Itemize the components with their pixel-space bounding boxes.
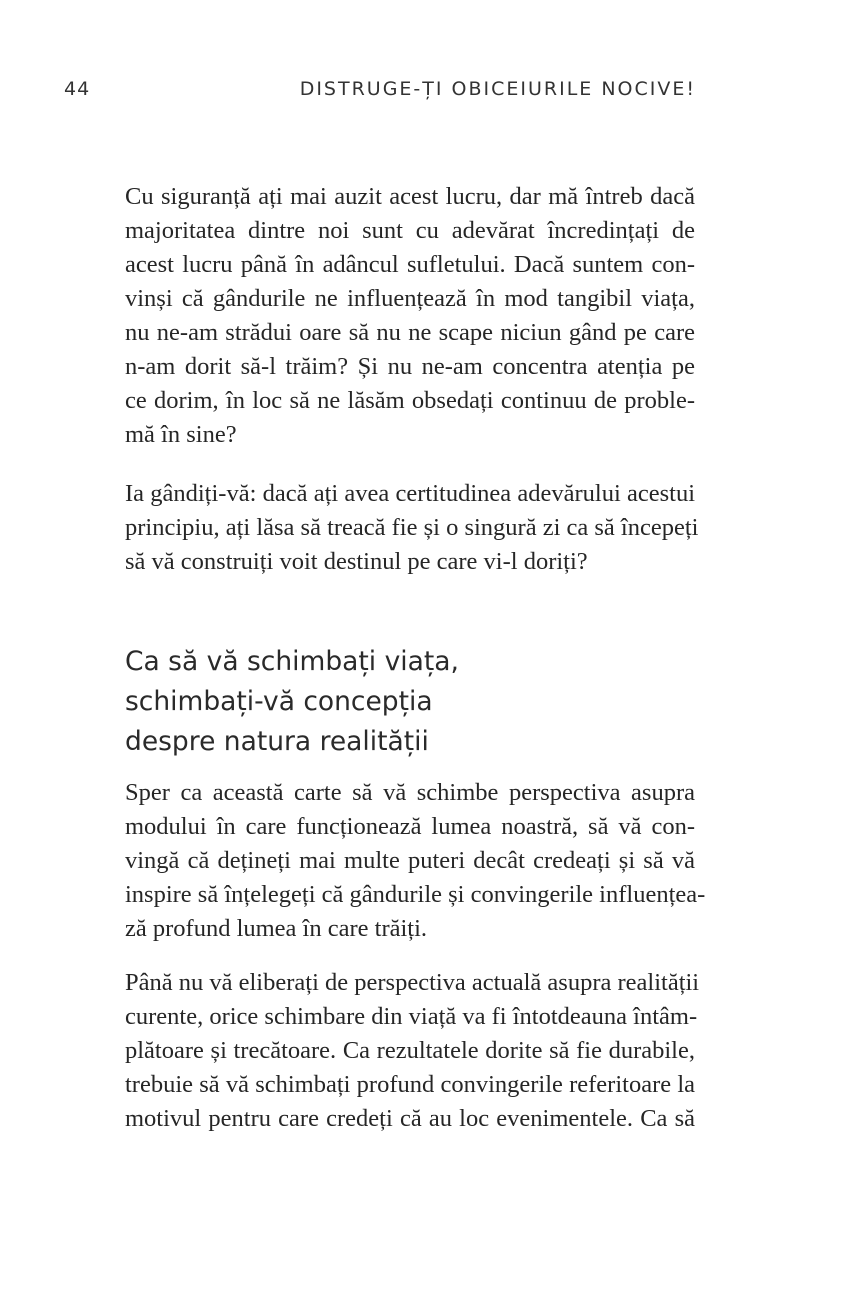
paragraph-line: Până nu vă eliberați de perspectiva actuală asupra realității [125, 969, 700, 996]
paragraph-hope [125, 776, 706, 946]
paragraph-line: ce dorim, în loc să ne lăsăm obsedați continuu de proble- [125, 387, 695, 414]
paragraph-line: vinși că gândurile ne influențează în mod tangibil viața, [125, 285, 695, 312]
paragraph-question [125, 477, 699, 579]
paragraph-text [125, 180, 695, 452]
paragraph-line: trebuie să vă schimbați profund convingerile referitoare la [125, 1071, 695, 1098]
paragraph-line: majoritatea dintre noi sunt cu adevărat încredințați de [125, 217, 695, 244]
paragraph-line: Ia gândiți-vă: dacă ați avea certitudinea adevărului acestui [125, 480, 695, 507]
paragraph-line: Sper ca această carte să vă schimbe perspectiva asupra [125, 779, 695, 806]
paragraph-line: mă în sine? [125, 421, 237, 448]
paragraph-text [125, 477, 699, 579]
paragraph-perspective [125, 966, 700, 1136]
page-number: 44 [64, 78, 91, 100]
section-heading [125, 642, 705, 762]
paragraph-line: să vă construiți voit destinul pe care vi-l doriți? [125, 548, 588, 575]
paragraph-text [125, 776, 706, 946]
section-heading-line: schimbați-vă concepția [125, 686, 433, 717]
running-header [64, 74, 696, 104]
paragraph-line: plătoare și trecătoare. Ca rezultatele dorite să fie durabile, [125, 1037, 695, 1064]
paragraph-line: motivul pentru care credeți că au loc evenimentele. Ca să [125, 1105, 695, 1132]
paragraph-line: inspire să înțelegeți că gândurile și convingerile influențea- [125, 881, 706, 908]
paragraph-line: ză profund lumea în care trăiți. [125, 915, 428, 942]
paragraph-line: principiu, ați lăsa să treacă fie și o singură zi ca să începeți [125, 514, 699, 541]
paragraph-text [125, 966, 700, 1136]
paragraph-line: acest lucru până în adâncul sufletului. Dacă suntem con- [125, 251, 695, 278]
paragraph-line: n-am dorit să-l trăim? Și nu ne-am concentra atenția pe [125, 353, 695, 380]
running-title: DISTRUGE-ȚI OBICEIURILE NOCIVE! [299, 78, 696, 100]
section-heading-line: despre natura realității [125, 726, 429, 757]
paragraph-intro [125, 180, 695, 452]
paragraph-line: Cu siguranță ați mai auzit acest lucru, dar mă întreb dacă [125, 183, 695, 210]
paragraph-line: nu ne-am strădui oare să nu ne scape niciun gând pe care [125, 319, 695, 346]
section-heading-line: Ca să vă schimbați viața, [125, 646, 459, 677]
paragraph-line: modului în care funcționează lumea noastră, să vă con- [125, 813, 695, 840]
paragraph-line: vingă că dețineți mai multe puteri decât credeați și să vă [125, 847, 695, 874]
paragraph-line: curente, orice schimbare din viață va fi întotdeauna întâm- [125, 1003, 698, 1030]
